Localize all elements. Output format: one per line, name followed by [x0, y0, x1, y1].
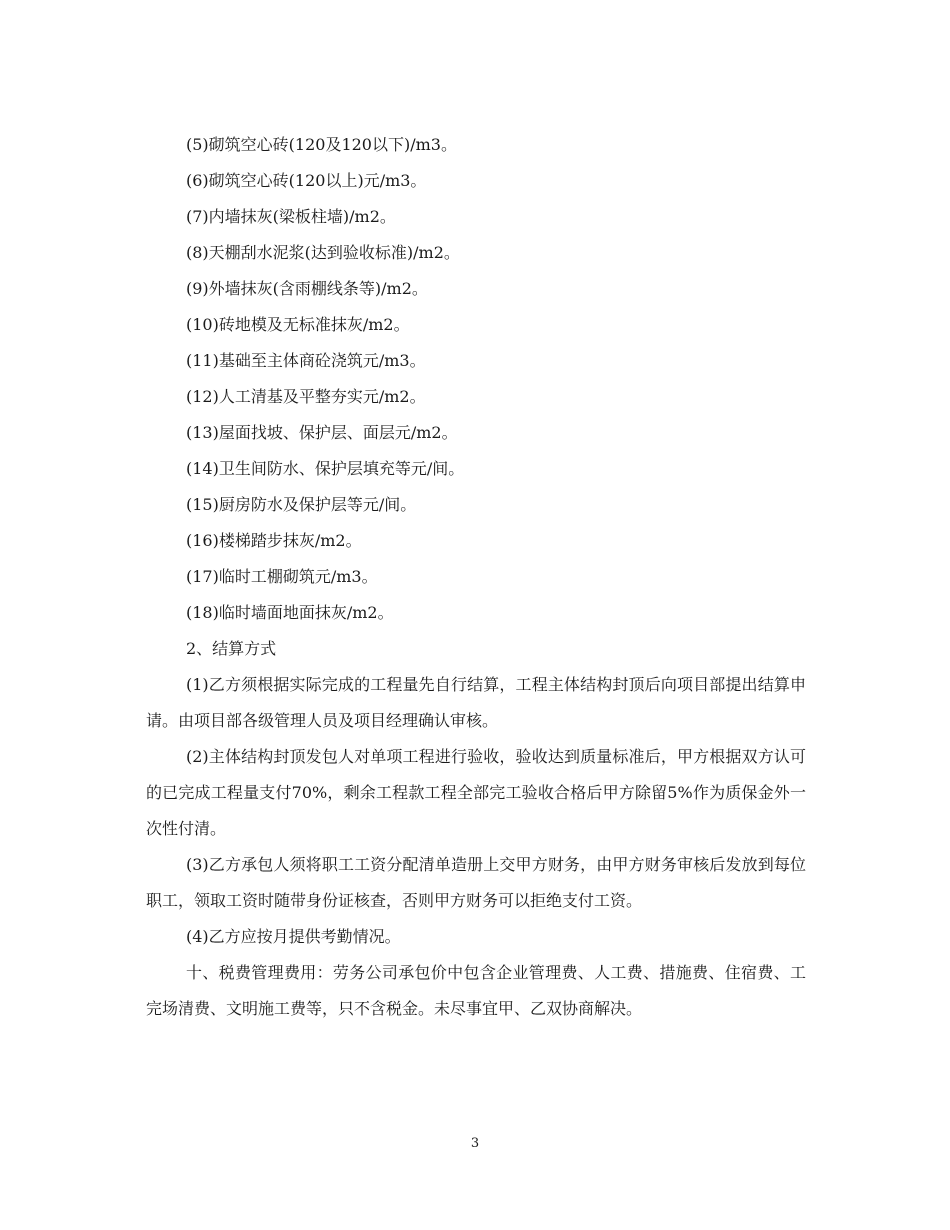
- document-body: [146, 127, 806, 1027]
- paragraph-settlement-4: (4)乙方应按月提供考勤情况。: [186, 927, 401, 946]
- list-item: (6)砌筑空心砖(120以上)元/m3。: [186, 171, 427, 190]
- list-item: (14)卫生间防水、保护层填充等元/间。: [186, 459, 465, 478]
- paragraph-tax-fees: 十、税费管理费用：劳务公司承包价中包含企业管理费、人工费、措施费、住宿费、工完场清费、文明施工费等，只不含税金。未尽事宜甲、乙双协商解决。: [146, 963, 806, 1018]
- section-heading: 2、结算方式: [186, 639, 277, 658]
- page-number: 3: [470, 1136, 480, 1151]
- list-item: (10)砖地模及无标准抹灰/m2。: [186, 315, 410, 334]
- list-item: (18)临时墙面地面抹灰/m2。: [186, 603, 394, 622]
- list-item: (5)砌筑空心砖(120及120以下)/m3。: [186, 135, 457, 154]
- list-item: (16)楼梯踏步抹灰/m2。: [186, 531, 362, 550]
- list-item: (17)临时工棚砌筑元/m3。: [186, 567, 378, 586]
- list-item: (9)外墙抹灰(含雨棚线条等)/m2。: [186, 279, 428, 298]
- list-item: (13)屋面找坡、保护层、面层元/m2。: [186, 423, 458, 442]
- list-item: (8)天棚刮水泥浆(达到验收标准)/m2。: [186, 243, 460, 262]
- paragraph-settlement-3: (3)乙方承包人须将职工工资分配清单造册上交甲方财务，由甲方财务审核后发放到每位职工，领取工资时随带身份证核查，否则甲方财务可以拒绝支付工资。: [146, 855, 806, 910]
- list-item: (15)厨房防水及保护层等元/间。: [186, 495, 417, 514]
- paragraph-settlement-2: (2)主体结构封顶发包人对单项工程进行验收，验收达到质量标准后，甲方根据双方认可的已完成工程量支付70%，剩余工程款工程全部完工验收合格后甲方除留5%作为质保金外一次性付清。: [146, 747, 806, 838]
- list-item: (12)人工清基及平整夯实元/m2。: [186, 387, 426, 406]
- list-item: (7)内墙抹灰(梁板柱墙)/m2。: [186, 207, 396, 226]
- paragraph-settlement-1: (1)乙方须根据实际完成的工程量先自行结算，工程主体结构封顶后向项目部提出结算申请。由项目部各级管理人员及项目经理确认审核。: [146, 675, 806, 730]
- list-item: (11)基础至主体商砼浇筑元/m3。: [186, 351, 426, 370]
